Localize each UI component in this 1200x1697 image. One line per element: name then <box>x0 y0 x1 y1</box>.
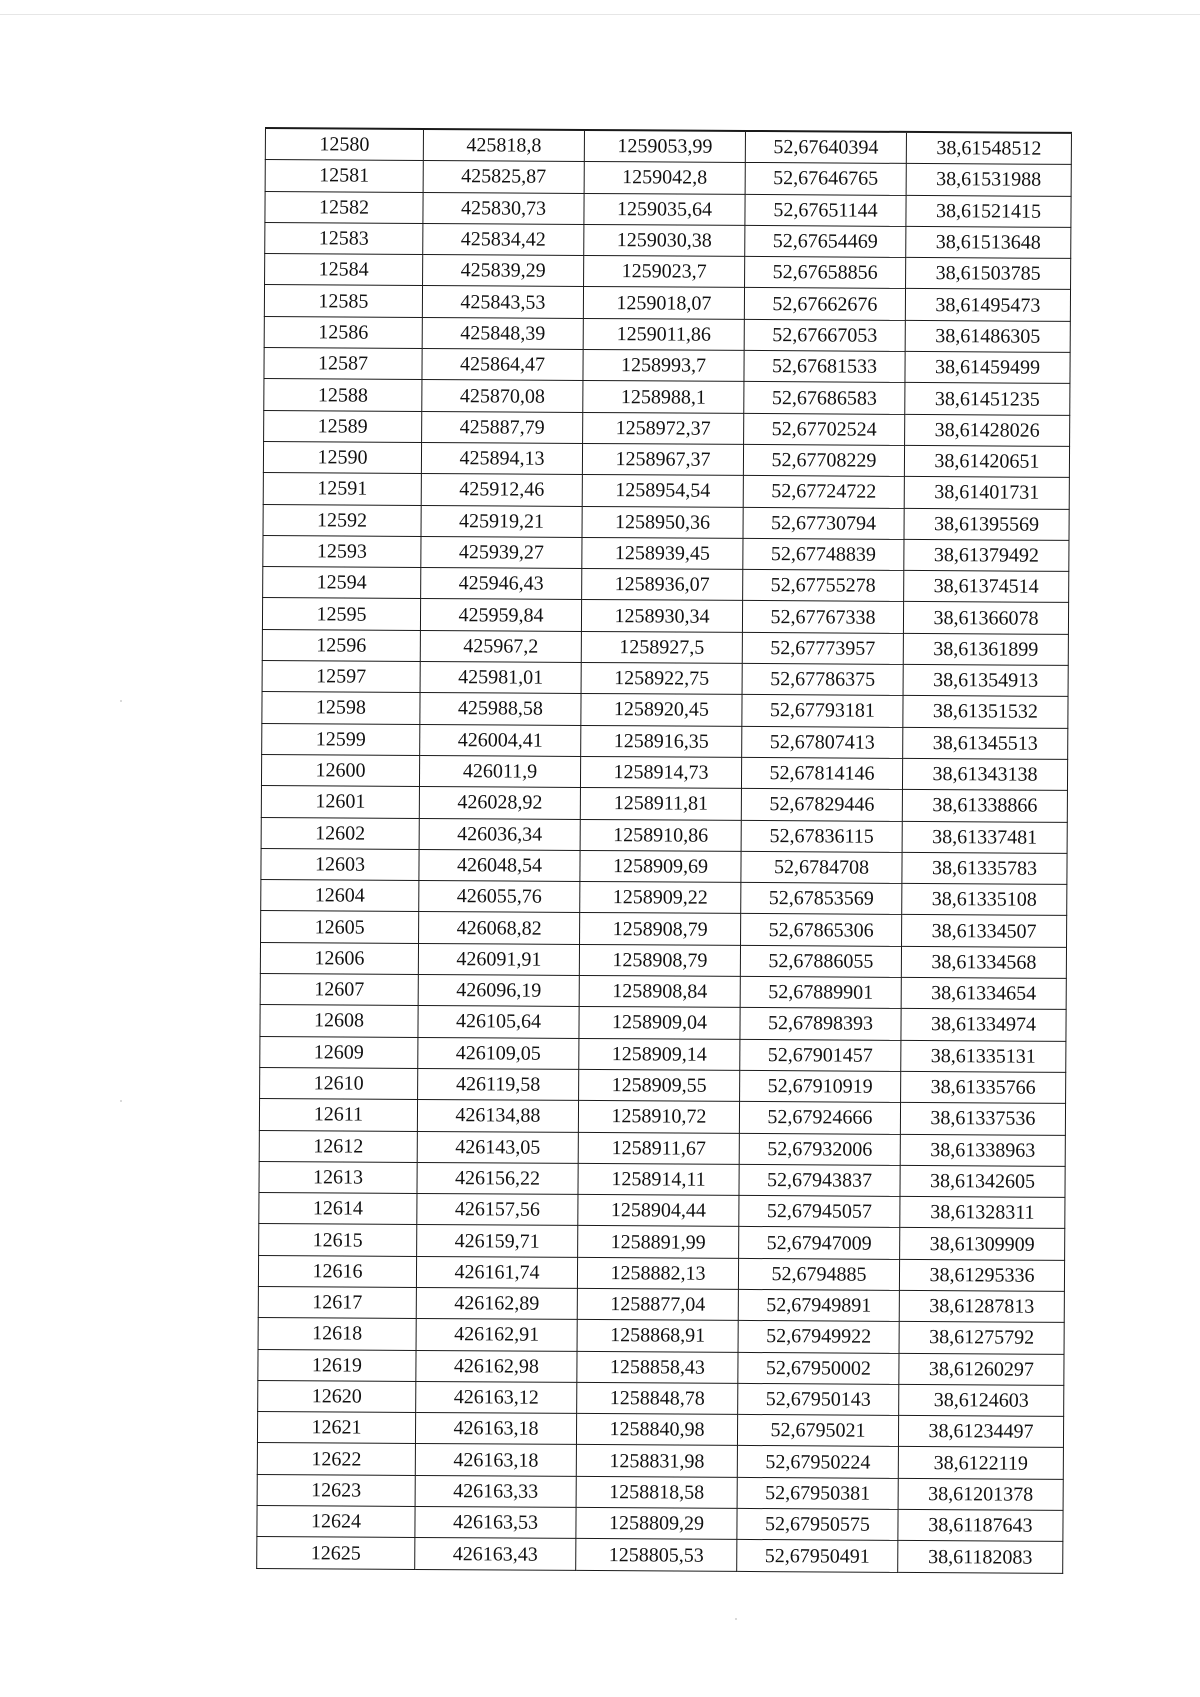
longitude-cell: 38,6122119 <box>898 1447 1063 1479</box>
latitude-cell: 52,67949922 <box>738 1321 899 1353</box>
longitude-cell: 38,61428026 <box>905 414 1070 446</box>
x-coordinate-cell: 426134,88 <box>417 1100 578 1132</box>
longitude-cell: 38,61335108 <box>902 884 1067 916</box>
x-coordinate-cell: 425843,53 <box>422 286 583 318</box>
longitude-cell: 38,61495473 <box>905 289 1070 321</box>
longitude-cell: 38,61451235 <box>905 383 1070 415</box>
y-coordinate-cell: 1258882,13 <box>577 1257 738 1289</box>
longitude-cell: 38,61521415 <box>906 195 1071 227</box>
longitude-cell: 38,61334654 <box>901 977 1066 1009</box>
table-row <box>265 128 1071 165</box>
y-coordinate-cell: 1258909,04 <box>579 1007 740 1039</box>
point-number-cell: 12593 <box>263 535 421 567</box>
table-row <box>265 222 1071 258</box>
y-coordinate-cell: 1258818,58 <box>576 1476 737 1508</box>
y-coordinate-cell: 1258967,37 <box>582 443 743 475</box>
y-coordinate-cell: 1258910,86 <box>580 819 741 851</box>
latitude-cell: 52,67730794 <box>743 507 904 539</box>
y-coordinate-cell: 1258877,04 <box>577 1288 738 1320</box>
longitude-cell: 38,6124603 <box>899 1384 1064 1416</box>
table-row <box>260 974 1066 1010</box>
table-row <box>265 160 1071 196</box>
x-coordinate-cell: 425967,2 <box>420 630 581 662</box>
x-coordinate-cell: 426091,91 <box>418 943 579 975</box>
y-coordinate-cell: 1258920,45 <box>581 694 742 726</box>
longitude-cell: 38,61401731 <box>904 477 1069 509</box>
table-row <box>262 629 1068 665</box>
latitude-cell: 52,67807413 <box>742 726 903 758</box>
point-number-cell: 12625 <box>257 1537 415 1569</box>
latitude-cell: 52,67901457 <box>740 1039 901 1071</box>
longitude-cell: 38,61513648 <box>906 226 1071 258</box>
y-coordinate-cell: 1259030,38 <box>584 224 745 256</box>
latitude-cell: 52,67646765 <box>745 163 906 195</box>
latitude-cell: 52,67654469 <box>745 225 906 257</box>
x-coordinate-cell: 426036,34 <box>419 818 580 850</box>
point-number-cell: 12612 <box>259 1130 417 1162</box>
table-row <box>259 1224 1065 1260</box>
x-coordinate-cell: 426143,05 <box>417 1131 578 1163</box>
latitude-cell: 52,67945057 <box>739 1196 900 1228</box>
latitude-cell: 52,67950491 <box>737 1540 898 1572</box>
latitude-cell: 52,67767338 <box>742 601 903 633</box>
x-coordinate-cell: 426163,33 <box>415 1475 576 1507</box>
y-coordinate-cell: 1258911,81 <box>580 788 741 820</box>
point-number-cell: 12606 <box>260 942 418 974</box>
longitude-cell: 38,61361899 <box>903 633 1068 665</box>
coordinates-table <box>256 127 1072 1574</box>
x-coordinate-cell: 426162,98 <box>416 1350 577 1382</box>
longitude-cell: 38,61234497 <box>898 1416 1063 1448</box>
table-row <box>265 191 1071 227</box>
y-coordinate-cell: 1258909,14 <box>579 1038 740 1070</box>
y-coordinate-cell: 1258911,67 <box>578 1132 739 1164</box>
table-row <box>260 1005 1066 1041</box>
table-row <box>261 786 1067 822</box>
x-coordinate-cell: 425939,27 <box>421 536 582 568</box>
y-coordinate-cell: 1259053,99 <box>584 130 745 163</box>
y-coordinate-cell: 1259018,07 <box>583 287 744 319</box>
longitude-cell: 38,61338963 <box>900 1134 1065 1166</box>
longitude-cell: 38,61503785 <box>906 258 1071 290</box>
x-coordinate-cell: 425959,84 <box>420 599 581 631</box>
latitude-cell: 52,67950224 <box>737 1446 898 1478</box>
latitude-cell: 52,67949891 <box>738 1289 899 1321</box>
y-coordinate-cell: 1259042,8 <box>584 162 745 194</box>
scan-speck <box>120 1100 122 1102</box>
longitude-cell: 38,61334568 <box>901 946 1066 978</box>
y-coordinate-cell: 1258908,79 <box>579 944 740 976</box>
y-coordinate-cell: 1258909,55 <box>579 1069 740 1101</box>
latitude-cell: 52,67702524 <box>744 413 905 445</box>
latitude-cell: 52,6795021 <box>737 1415 898 1447</box>
x-coordinate-cell: 426011,9 <box>419 755 580 787</box>
table-row <box>260 1067 1066 1103</box>
y-coordinate-cell: 1258950,36 <box>582 506 743 538</box>
point-number-cell: 12613 <box>259 1161 417 1193</box>
point-number-cell: 12608 <box>260 1005 418 1037</box>
table-row <box>258 1318 1064 1354</box>
table-row <box>263 535 1069 571</box>
x-coordinate-cell: 425818,8 <box>423 129 584 162</box>
x-coordinate-cell: 425834,42 <box>423 223 584 255</box>
table-row <box>257 1443 1063 1479</box>
point-number-cell: 12590 <box>263 441 421 473</box>
latitude-cell: 52,67708229 <box>743 444 904 476</box>
x-coordinate-cell: 426028,92 <box>419 787 580 819</box>
x-coordinate-cell: 426161,74 <box>416 1256 577 1288</box>
latitude-cell: 52,67658856 <box>745 257 906 289</box>
longitude-cell: 38,61337481 <box>902 821 1067 853</box>
longitude-cell: 38,61295336 <box>899 1259 1064 1291</box>
table-row <box>261 754 1067 790</box>
table-row <box>264 285 1070 321</box>
latitude-cell: 52,67681533 <box>744 351 905 383</box>
latitude-cell: 52,6794885 <box>738 1258 899 1290</box>
latitude-cell: 52,67786375 <box>742 663 903 695</box>
table-row <box>265 254 1071 290</box>
longitude-cell: 38,61459499 <box>905 351 1070 383</box>
point-number-cell: 12620 <box>258 1380 416 1412</box>
y-coordinate-cell: 1258908,84 <box>579 975 740 1007</box>
latitude-cell: 52,67773957 <box>742 632 903 664</box>
point-number-cell: 12616 <box>258 1255 416 1287</box>
longitude-cell: 38,61187643 <box>898 1509 1063 1541</box>
x-coordinate-cell: 426048,54 <box>419 849 580 881</box>
y-coordinate-cell: 1259035,64 <box>584 193 745 225</box>
table-row <box>264 348 1070 384</box>
point-number-cell: 12623 <box>257 1474 415 1506</box>
point-number-cell: 12587 <box>264 348 422 380</box>
y-coordinate-cell: 1258988,1 <box>583 381 744 413</box>
x-coordinate-cell: 425887,79 <box>422 411 583 443</box>
table-row <box>257 1506 1063 1542</box>
y-coordinate-cell: 1258936,07 <box>582 569 743 601</box>
latitude-cell: 52,67924666 <box>739 1102 900 1134</box>
point-number-cell: 12610 <box>260 1067 418 1099</box>
longitude-cell: 38,61345513 <box>903 727 1068 759</box>
x-coordinate-cell: 426162,91 <box>416 1319 577 1351</box>
table-row <box>257 1474 1063 1510</box>
coordinates-table-body <box>257 128 1072 1573</box>
point-number-cell: 12583 <box>265 222 423 254</box>
table-row <box>262 661 1068 697</box>
y-coordinate-cell: 1258916,35 <box>581 725 742 757</box>
y-coordinate-cell: 1258914,73 <box>580 756 741 788</box>
point-number-cell: 12614 <box>259 1193 417 1225</box>
point-number-cell: 12600 <box>261 754 419 786</box>
longitude-cell: 38,61379492 <box>904 539 1069 571</box>
table-row <box>257 1537 1063 1573</box>
y-coordinate-cell: 1258805,53 <box>576 1539 737 1571</box>
latitude-cell: 52,67667053 <box>744 319 905 351</box>
longitude-cell: 38,61351532 <box>903 696 1068 728</box>
latitude-cell: 52,67836115 <box>741 820 902 852</box>
longitude-cell: 38,61287813 <box>899 1290 1064 1322</box>
x-coordinate-cell: 425894,13 <box>421 442 582 474</box>
point-number-cell: 12615 <box>259 1224 417 1256</box>
y-coordinate-cell: 1258909,69 <box>580 850 741 882</box>
y-coordinate-cell: 1258831,98 <box>576 1445 737 1477</box>
longitude-cell: 38,61343138 <box>902 758 1067 790</box>
longitude-cell: 38,61328311 <box>900 1196 1065 1228</box>
point-number-cell: 12589 <box>264 410 422 442</box>
point-number-cell: 12598 <box>262 692 420 724</box>
table-row <box>261 817 1067 853</box>
table-row <box>261 880 1067 916</box>
latitude-cell: 52,67724722 <box>743 476 904 508</box>
latitude-cell: 52,67814146 <box>741 757 902 789</box>
latitude-cell: 52,67932006 <box>739 1133 900 1165</box>
table-row <box>261 848 1067 884</box>
x-coordinate-cell: 425870,08 <box>422 380 583 412</box>
table-row <box>262 723 1068 759</box>
table-row <box>258 1380 1064 1416</box>
x-coordinate-cell: 426159,71 <box>417 1225 578 1257</box>
x-coordinate-cell: 425864,47 <box>422 349 583 381</box>
table-row <box>261 911 1067 947</box>
table-row <box>259 1130 1065 1166</box>
table-row <box>263 441 1069 477</box>
table-row <box>260 942 1066 978</box>
y-coordinate-cell: 1258840,98 <box>576 1414 737 1446</box>
y-coordinate-cell: 1258930,34 <box>581 600 742 632</box>
longitude-cell: 38,61531988 <box>906 164 1071 196</box>
latitude-cell: 52,67793181 <box>742 695 903 727</box>
longitude-cell: 38,61201378 <box>898 1478 1063 1510</box>
coordinates-table-container <box>256 127 1071 1574</box>
page-top-edge-line <box>0 14 1200 15</box>
y-coordinate-cell: 1258914,11 <box>578 1163 739 1195</box>
longitude-cell: 38,61486305 <box>905 320 1070 352</box>
y-coordinate-cell: 1258910,72 <box>578 1101 739 1133</box>
point-number-cell: 12607 <box>260 974 418 1006</box>
table-row <box>263 567 1069 603</box>
longitude-cell: 38,61395569 <box>904 508 1069 540</box>
latitude-cell: 52,67950143 <box>738 1383 899 1415</box>
y-coordinate-cell: 1258858,43 <box>577 1351 738 1383</box>
point-number-cell: 12618 <box>258 1318 416 1350</box>
longitude-cell: 38,61342605 <box>900 1165 1065 1197</box>
point-number-cell: 12585 <box>264 285 422 317</box>
point-number-cell: 12584 <box>265 254 423 286</box>
x-coordinate-cell: 426156,22 <box>417 1162 578 1194</box>
x-coordinate-cell: 425848,39 <box>422 317 583 349</box>
y-coordinate-cell: 1258868,91 <box>577 1320 738 1352</box>
y-coordinate-cell: 1258939,45 <box>582 537 743 569</box>
point-number-cell: 12597 <box>262 661 420 693</box>
latitude-cell: 52,67748839 <box>743 538 904 570</box>
x-coordinate-cell: 426105,64 <box>418 1006 579 1038</box>
latitude-cell: 52,67662676 <box>744 288 905 320</box>
table-row <box>260 1036 1066 1072</box>
x-coordinate-cell: 426004,41 <box>420 724 581 756</box>
point-number-cell: 12605 <box>261 911 419 943</box>
y-coordinate-cell: 1258908,79 <box>580 913 741 945</box>
x-coordinate-cell: 426119,58 <box>418 1068 579 1100</box>
x-coordinate-cell: 426068,82 <box>419 912 580 944</box>
longitude-cell: 38,61335766 <box>901 1071 1066 1103</box>
latitude-cell: 52,67829446 <box>741 789 902 821</box>
latitude-cell: 52,67950002 <box>738 1352 899 1384</box>
table-row <box>258 1286 1064 1322</box>
longitude-cell: 38,61337536 <box>900 1103 1065 1135</box>
x-coordinate-cell: 426163,18 <box>415 1444 576 1476</box>
latitude-cell: 52,6784708 <box>741 851 902 883</box>
x-coordinate-cell: 425919,21 <box>421 505 582 537</box>
latitude-cell: 52,67947009 <box>739 1227 900 1259</box>
x-coordinate-cell: 426055,76 <box>419 881 580 913</box>
latitude-cell: 52,67640394 <box>745 131 906 164</box>
x-coordinate-cell: 425839,29 <box>423 255 584 287</box>
scan-speck <box>120 700 122 702</box>
y-coordinate-cell: 1258809,29 <box>576 1507 737 1539</box>
latitude-cell: 52,67686583 <box>744 382 905 414</box>
longitude-cell: 38,61309909 <box>900 1228 1065 1260</box>
point-number-cell: 12588 <box>264 379 422 411</box>
point-number-cell: 12599 <box>262 723 420 755</box>
latitude-cell: 52,67950381 <box>737 1477 898 1509</box>
table-row <box>263 504 1069 540</box>
table-row <box>258 1255 1064 1291</box>
longitude-cell: 38,61334974 <box>901 1009 1066 1041</box>
x-coordinate-cell: 425946,43 <box>421 568 582 600</box>
y-coordinate-cell: 1258927,5 <box>581 631 742 663</box>
longitude-cell: 38,61334507 <box>902 915 1067 947</box>
longitude-cell: 38,61260297 <box>899 1353 1064 1385</box>
y-coordinate-cell: 1258972,37 <box>583 412 744 444</box>
point-number-cell: 12611 <box>259 1099 417 1131</box>
table-row <box>264 410 1070 446</box>
x-coordinate-cell: 426109,05 <box>418 1037 579 1069</box>
y-coordinate-cell: 1258993,7 <box>583 350 744 382</box>
x-coordinate-cell: 426163,43 <box>415 1538 576 1570</box>
table-row <box>259 1099 1065 1135</box>
table-row <box>258 1349 1064 1385</box>
point-number-cell: 12592 <box>263 504 421 536</box>
latitude-cell: 52,67898393 <box>740 1008 901 1040</box>
table-row <box>263 473 1069 509</box>
point-number-cell: 12586 <box>264 316 422 348</box>
latitude-cell: 52,67886055 <box>740 945 901 977</box>
longitude-cell: 38,61374514 <box>904 571 1069 603</box>
y-coordinate-cell: 1258848,78 <box>577 1382 738 1414</box>
point-number-cell: 12621 <box>257 1412 415 1444</box>
x-coordinate-cell: 426162,89 <box>416 1287 577 1319</box>
point-number-cell: 12619 <box>258 1349 416 1381</box>
x-coordinate-cell: 425830,73 <box>423 192 584 224</box>
point-number-cell: 12582 <box>265 191 423 223</box>
y-coordinate-cell: 1258922,75 <box>581 662 742 694</box>
point-number-cell: 12617 <box>258 1286 416 1318</box>
latitude-cell: 52,67755278 <box>743 570 904 602</box>
table-row <box>259 1161 1065 1197</box>
x-coordinate-cell: 426157,56 <box>417 1194 578 1226</box>
y-coordinate-cell: 1258909,22 <box>580 882 741 914</box>
point-number-cell: 12580 <box>265 128 423 161</box>
point-number-cell: 12596 <box>262 629 420 661</box>
point-number-cell: 12604 <box>261 880 419 912</box>
longitude-cell: 38,61420651 <box>904 445 1069 477</box>
latitude-cell: 52,67910919 <box>740 1070 901 1102</box>
x-coordinate-cell: 426096,19 <box>418 974 579 1006</box>
table-row <box>259 1193 1065 1229</box>
longitude-cell: 38,61335131 <box>901 1040 1066 1072</box>
table-row <box>262 598 1068 634</box>
longitude-cell: 38,61275792 <box>899 1322 1064 1354</box>
point-number-cell: 12622 <box>257 1443 415 1475</box>
point-number-cell: 12624 <box>257 1506 415 1538</box>
latitude-cell: 52,67853569 <box>741 883 902 915</box>
table-row <box>257 1412 1063 1448</box>
point-number-cell: 12602 <box>261 817 419 849</box>
x-coordinate-cell: 425981,01 <box>420 662 581 694</box>
table-row <box>264 316 1070 352</box>
y-coordinate-cell: 1259011,86 <box>583 318 744 350</box>
x-coordinate-cell: 425988,58 <box>420 693 581 725</box>
latitude-cell: 52,67950575 <box>737 1508 898 1540</box>
point-number-cell: 12601 <box>261 786 419 818</box>
latitude-cell: 52,67943837 <box>739 1164 900 1196</box>
y-coordinate-cell: 1258904,44 <box>578 1195 739 1227</box>
point-number-cell: 12603 <box>261 848 419 880</box>
point-number-cell: 12609 <box>260 1036 418 1068</box>
longitude-cell: 38,61182083 <box>898 1541 1063 1573</box>
table-row <box>262 692 1068 728</box>
x-coordinate-cell: 426163,12 <box>416 1381 577 1413</box>
latitude-cell: 52,67889901 <box>740 976 901 1008</box>
x-coordinate-cell: 426163,18 <box>415 1413 576 1445</box>
point-number-cell: 12594 <box>263 567 421 599</box>
y-coordinate-cell: 1259023,7 <box>584 256 745 288</box>
x-coordinate-cell: 425912,46 <box>421 474 582 506</box>
scan-speck <box>735 1618 737 1620</box>
x-coordinate-cell: 426163,53 <box>415 1507 576 1539</box>
longitude-cell: 38,61354913 <box>903 664 1068 696</box>
table-row <box>264 379 1070 415</box>
longitude-cell: 38,61366078 <box>903 602 1068 634</box>
point-number-cell: 12581 <box>265 160 423 192</box>
y-coordinate-cell: 1258891,99 <box>578 1226 739 1258</box>
longitude-cell: 38,61338866 <box>902 790 1067 822</box>
latitude-cell: 52,67651144 <box>745 194 906 226</box>
point-number-cell: 12591 <box>263 473 421 505</box>
x-coordinate-cell: 425825,87 <box>423 161 584 193</box>
y-coordinate-cell: 1258954,54 <box>582 475 743 507</box>
latitude-cell: 52,67865306 <box>741 914 902 946</box>
longitude-cell: 38,61335783 <box>902 852 1067 884</box>
longitude-cell: 38,61548512 <box>906 132 1071 165</box>
point-number-cell: 12595 <box>262 598 420 630</box>
